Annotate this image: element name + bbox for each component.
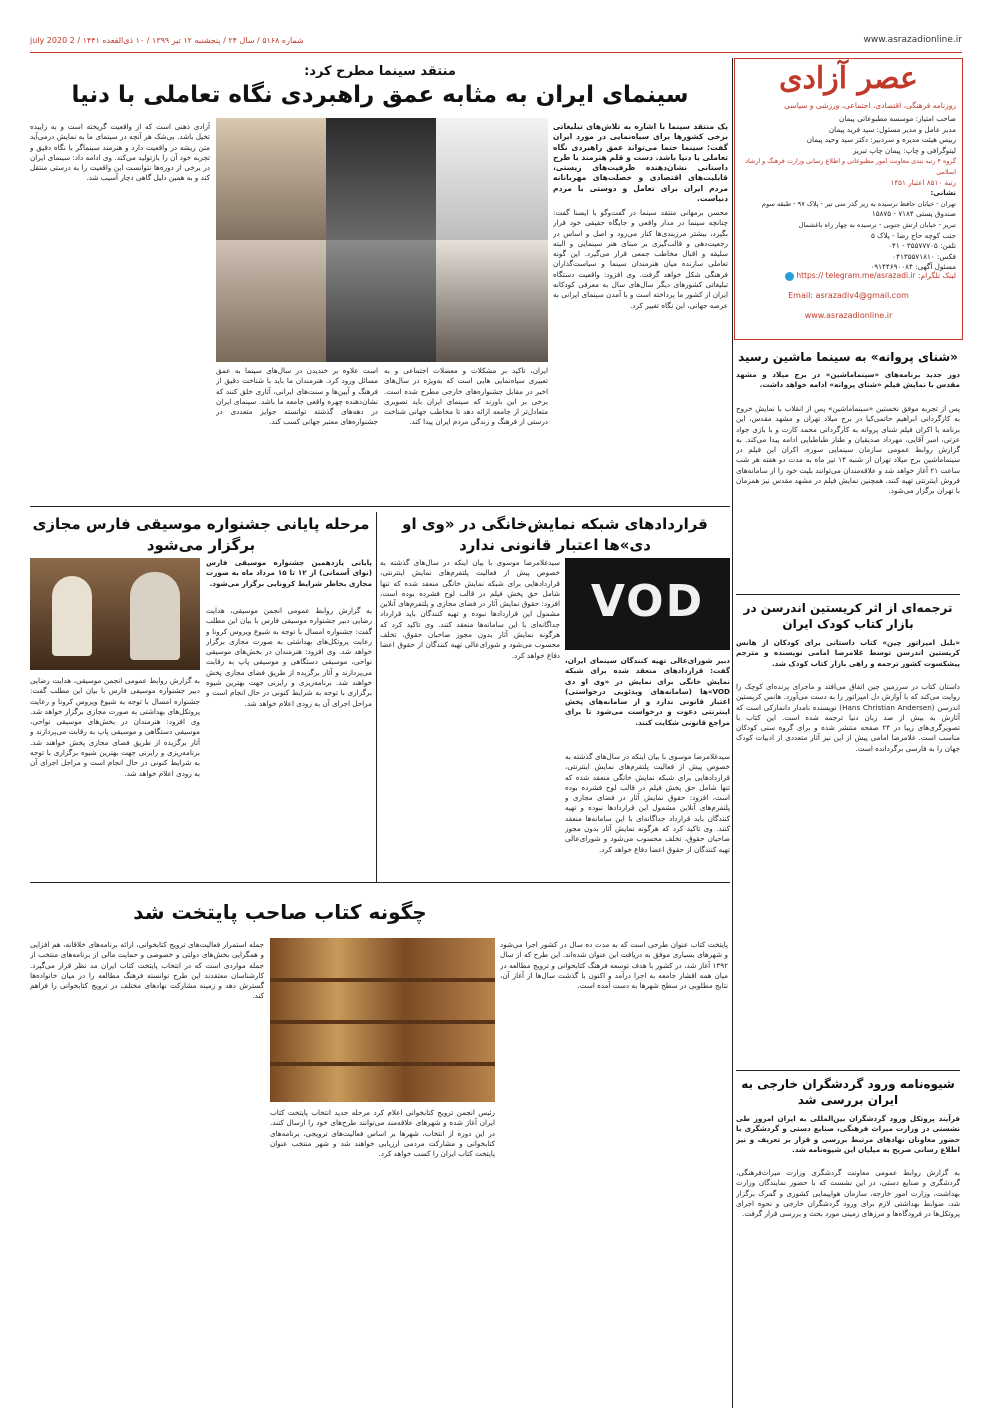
sidebar-story3-title: شیوه‌نامه ورود گردشگران خارجی به ایران بررسی شد xyxy=(741,1077,955,1107)
sidebar-story1-lead: دور جدید برنامه‌های «سینماماشین» در برج میلاد و مشهد مقدس با نمایش فیلم «شنای پروانه» ادامه خواهد داشت. xyxy=(736,370,960,390)
collage-tile xyxy=(436,240,548,362)
shelf-row xyxy=(270,1020,495,1024)
masthead-line: گروه ۴ رتبه بندی معاونت امور مطبوعاتی و اطلاع رسانی وزارت فرهنگ و ارشاد اسلامی xyxy=(745,157,956,176)
telegram-link[interactable] xyxy=(741,271,956,281)
masthead-line: لیتوگرافی و چاپ: پیمان چاپ تبریز xyxy=(852,145,956,155)
collage-tile xyxy=(216,240,326,362)
book-body-col1: پایتخت کتاب عنوان طرحی است که به مدت ده سال در کشور اجرا می‌شود و شهرهای بسیاری موفق به دریافت این عنوان شده‌اند. این طرح که از سال ۱۳۹۲ آغاز شد، در کشور با هدف توسعه فرهنگ کتابخوانی و ترویج مطالعه در میان همه اقشار جامعه به اجرا درآمد و اکنون با گذشت سال‌ها از آغاز آن، نتایج مطلوبی در سطح شهرها به دست آمده است. xyxy=(500,940,728,991)
shelf-row xyxy=(270,978,495,982)
sidebar-story1-title: «شنای پروانه» به سینما ماشین رسید xyxy=(738,350,958,364)
vod-lead: دبیر شورای‌عالی تهیه کنندگان سینمای ایران، گفت: قراردادهای منعقد شده برای شبکه نمایش خانگی برای نمایش در «وی او دی VOD»ها (سامانه‌های ویدئویی درخواستی) اعتبار قانونی ندارد و از سامانه‌های پخش اینترنتی دعوت و درخواست می‌شود تا برای مراجع قانونی شکایت کنند. xyxy=(565,656,730,727)
lead-kicker: منتقد سینما مطرح کرد: xyxy=(304,64,456,79)
vod-photo xyxy=(565,558,730,650)
music-body-cont: به گزارش روابط عمومی انجمن موسیقی، هدایت رضایی دبیر جشنواره موسیقی فارس با بیان این مطلب گفت: جشنواره امسال با توجه به شیوع ویروس کرونا و رعایت پروتکل‌های بهداشتی به صورت مجازی برگزار خواهد شد. وی افزود: هنرمندان در بخش‌های موسیقی نواحی، موسیقی دستگاهی و موسیقی پاپ به رقابت می‌پردازند و آثار برگزیده از طریق فضای مجازی پخش خواهند شد. برنامه‌ریزی و رایزنی جهت بهترین شیوه برگزاری با توجه به شرایط کنونی در حال انجام است و مراحل اجرای آن به زودی اعلام خواهد شد. xyxy=(30,676,200,778)
masthead-line: مسئول آگهی: ۰۹۱۴۴۶۹۰۰۸۴ xyxy=(870,262,956,272)
masthead-line: فکس: ۰۴۱۳۵۵۷۱۸۱۰ xyxy=(892,251,956,261)
vod-logo-text: VOD xyxy=(590,576,705,627)
masthead-line: تلفن: ۳۵۵۷۷۷۰۵ - ۰۴۱ xyxy=(888,241,956,251)
collage-tile xyxy=(216,118,326,240)
site-link[interactable]: www.asrazadionline.ir xyxy=(804,311,893,320)
vod-headline: قراردادهای شبکه نمایش‌خانگی در «وی او دی»ها اعتبار قانونی ندارد xyxy=(402,515,708,554)
book-body-col3: جمله استمرار فعالیت‌های ترویج کتابخوانی، ارائه برنامه‌های خلاقانه، هم افزایی و همگرایی بخش‌های دولتی و خصوصی و حمایت مالی از برنامه‌های منتخب از جمله مواردی است که در انتخاب پایتخت کتاب ایران مد نظر قرار می‌گیرد. کارشناسان معتقدند این طرح توانسته فرهنگ مطالعه را در میان خانواده‌ها گسترش دهد و زمینه مشارکت نهادهای مختلف در ترویج کتابخوانی را فراهم کند. xyxy=(30,940,264,1001)
masthead-line: مدیر عامل و مدیر مسئول: سید فرید پیمان xyxy=(828,124,956,134)
sidebar-story2-title: ترجمه‌ای از اثر کریستین اندرسن در بازار کتاب کودک ایران xyxy=(743,601,953,631)
masthead-line: تهران - خیابان حافظ نرسیده به زیر گذر سی تیر - پلاک ۹۷ - طبقه سوم xyxy=(761,199,956,208)
lead-headline: سینمای ایران به مثابه عمق راهبردی نگاه تعاملی با دنیا xyxy=(71,82,689,108)
lead-intro: یک منتقد سینما با اشاره به تلاش‌های تبلیغاتی برخی کشورها برای سیاه‌نمایی در مورد ایران گفت: سینما حتما می‌تواند عمق راهبردی نگاه تعاملی با دنیا باشد. دست و قلم هنرمند با طرح داستانی نشان‌دهنده ظرفیت‌های زیستی، قابلیت‌های اقتصادی و خصلت‌های مهربانانه مردم ایران برای تعامل و دوستی با مردم دنیاست. xyxy=(553,122,728,204)
bookshelf-photo xyxy=(270,938,495,1102)
music-body: به گزارش روابط عمومی انجمن موسیقی، هدایت رضایی دبیر جشنواره موسیقی فارس با بیان این مطلب گفت: جشنواره امسال با توجه به شیوع ویروس کرونا و رعایت پروتکل‌های بهداشتی به صورت مجازی برگزار خواهد شد. وی افزود: هنرمندان در بخش‌های موسیقی نواحی، موسیقی دستگاهی و موسیقی پاپ به رقابت می‌پردازند و آثار برگزیده از طریق فضای مجازی پخش خواهند شد. برنامه‌ریزی و رایزنی جهت بهترین شیوه برگزاری با توجه به شرایط کنونی در حال انجام است و مراحل اجرای آن به زودی اعلام خواهد شد. xyxy=(206,606,372,708)
performer-figure xyxy=(130,572,180,660)
sidebar-story2-body: داستان کتاب در سرزمین چین اتفاق می‌افتد و ماجرای پرنده‌ای کوچک را روایت می‌کند که با آوازش دل امپراتور را به دست می‌آورد. هانس کریستین اندرسن (Hans Christian Andersen) نویسنده نامدار دانمارکی است که آثارش به بیش از صد زبان دنیا ترجمه شده است. این کتاب با تصویرگری‌های زیبا در ۲۴ صفحه منتشر شده و برای گروه سنی کودکان مناسب است. غلامرضا امامی پیش از این نیز آثار متعددی از ادبیات کودک جهان را به فارسی برگردانده است. xyxy=(736,682,960,753)
festival-collage-photo xyxy=(216,118,548,362)
sidebar-rule xyxy=(736,1070,960,1071)
book-body-col2: رئیس انجمن ترویج کتابخوانی اعلام کرد مرحله جدید انتخاب پایتخت کتاب ایران آغاز شده و شهرهای علاقه‌مند می‌توانند طرح‌های خود را ارسال کنند. در این دوره از انتخاب، شهرها بر اساس فعالیت‌های ترویجی، برنامه‌های کتابخوانی و مشارکت مردمی ارزیابی خواهند شد و شهر منتخب عنوان پایتخت کتاب ایران را کسب خواهد کرد. xyxy=(270,1108,495,1159)
masthead-tagline: روزنامه فرهنگی، اقتصادی، اجتماعی، ورزشی و سیاسی xyxy=(784,101,956,110)
lead-body-col2: آزادی ذهنی است که از واقعیت گریخته است و به زاییده تخیل باشد. بی‌شک هر آنچه در سینمای ما به نمایش درمی‌آید متن ریشه در واقعیت دارد و هنرمند سینماگر با نگاه دقیق و تجربه خود آن را بازتولید می‌کند. وی ادامه داد: سینمای ایران در برخی از دوره‌ها نتوانست این واقعیت را به درستی منتقل کند و به همین دلیل گاهی دچار آسیب شد. xyxy=(30,122,210,183)
masthead-box xyxy=(734,58,963,340)
sidebar-rule xyxy=(736,594,960,595)
folio-date: شماره ۵۱۶۸ / سال ۲۴ / پنجشنبه ۱۲ تیر ۱۳۹۹ / ۱۰ ذی‌القعده ۱۴۴۱ / 2 july 2020 xyxy=(30,36,304,45)
masthead-line: نشانی: xyxy=(930,188,956,198)
book-headline: چگونه کتاب صاحب پایتخت شد xyxy=(133,900,427,924)
masthead-lines xyxy=(741,114,956,273)
shelf-row xyxy=(270,1062,495,1066)
music-lead: پایانی یازدهمین جشنواره موسیقی فارس (نوای آسمانی) از ۱۲ تا ۱۵ مرداد ماه به صورت مجازی بخاطر شرایط کرونایی برگزار می‌شود. xyxy=(206,558,372,588)
music-headline: مرحله پایانی جشنواره موسیقی فارس مجازی برگزار می‌شود xyxy=(32,515,370,554)
masthead-line: رتبه ۸۵۱۰ اعتبار ۱۴۵۱ xyxy=(890,177,956,187)
sidebar-story3-body: به گزارش روابط عمومی معاونت گردشگری وزارت میراث‌فرهنگی، گردشگری و صنایع دستی، در این نشست که با حضور نمایندگان وزارت بهداشت، وزارت امور خارجه، سازمان هواپیمایی کشوری و گمرک برگزار شد، ضوابط بهداشتی لازم برای ورود گردشگران خارجی و نحوه اجرای پروتکل‌ها در فرودگاه‌ها و مرزهای زمینی مورد بحث و بررسی قرار گرفت. xyxy=(736,1168,960,1219)
performer-figure xyxy=(52,576,92,656)
lead-body-col4: است علاوه بر خندیدن در سال‌های سینما به عمق مسائل ورود کرد. هنرمندان ما باید با شناخت دقیق از فرهنگ و آیین‌ها و سنت‌های ایرانی، آثاری خلق کنند که نشان‌دهنده چهره واقعی جامعه ما باشد. سینمای ایران در دهه‌های گذشته توانسته جوایز متعددی در جشنواره‌های معتبر جهانی کسب کند. xyxy=(216,366,378,427)
website-url[interactable]: www.asrazadionline.ir xyxy=(863,35,962,45)
lead-bottom-rule xyxy=(30,506,730,507)
vod-body-cont: سیدغلامرضا موسوی با بیان اینکه در سال‌های گذشته به خصوص پیش از فعالیت پلتفرم‌های نمایش اینترنتی، قراردادهایی برای شبکه نمایش خانگی منعقد شده که تنها شامل حق پخش فیلم در قالب لوح فشرده بوده است، افزود: حقوق نمایش آثار در فضای مجازی و پلتفرم‌های آنلاین مشمول این قراردادها نبوده و تهیه کنندگان باید قرارداد جداگانه‌ای با این سامانه‌ها منعقد کنند. وی تاکید کرد که هرگونه نمایش آثار بدون مجوز صاحبان حقوق، تخلف محسوب می‌شود و شورای‌عالی تهیه کنندگان از حقوق اعضا دفاع خواهد کرد. xyxy=(565,752,730,854)
book-top-rule xyxy=(30,882,730,883)
sidebar-story2-lead: «بلبل امپراتور چین» کتاب داستانی برای کودکان از هانس کریستین اندرسن توسط غلامرضا امامی نویسنده و مترجم پیشکسوت کشور ترجمه و راهی بازار کتاب کودک شد. xyxy=(736,638,960,668)
sidebar-divider xyxy=(732,58,733,1408)
sidebar-story3-lead: فرآیند پروتکل ورود گردشگران بین‌المللی به ایران امروز طی نشستی در وزارت میراث فرهنگی، صنایع دستی و گردشگری با حضور معاونان نهادهای مرتبط بررسی و قرار بر تعریف و نیز اطلاع رسانی صریح به میلیان این شیوه‌نامه شد. xyxy=(736,1114,960,1154)
middle-divider xyxy=(376,512,377,882)
collage-tile xyxy=(326,240,436,362)
masthead-line: صندوق پستی ۷۱۸۴ - ۱۵۸۷۵ xyxy=(871,209,956,219)
music-performers-photo xyxy=(30,558,200,670)
masthead-logo: عصر آزادی xyxy=(779,61,918,96)
sidebar-story1-body: پس از تجربه موفق نخستین «سینماماشین» پس از انقلاب با نمایش خروج به کارگردانی ابراهیم حاتمی‌کیا در برج میلاد تهران و مشهد مقدس، این برنامه با اکران فیلم شنای پروانه به کارگردانی محمد کارت و با بازی جواد عزتی، امیر آقایی، مهرداد صدیقیان و طناز طباطبایی ادامه پیدا می‌کند. به گزارش روابط عمومی سازمان سینمایی سوره، اکران این فیلم در سینماماشین برج میلاد تهران از شنبه ۱۴ تیر ماه به مدت دو هفته هر شب ساعت ۲۱ آغاز خواهد شد و علاقه‌مندان می‌توانند بلیت خود را از سامانه‌های فروش اینترنتی تهیه کنند. همچنین نمایش فیلم در مشهد مقدس نیز همزمان با تهران برگزار می‌شود. xyxy=(736,404,960,496)
vod-body: سیدغلامرضا موسوی با بیان اینکه در سال‌های گذشته به خصوص پیش از فعالیت پلتفرم‌های نمایش اینترنتی، قراردادهایی برای شبکه نمایش خانگی منعقد شده که تنها شامل حق پخش فیلم در قالب لوح فشرده بوده است، افزود: حقوق نمایش آثار در فضای مجازی و پلتفرم‌های آنلاین مشمول این قراردادها نبوده و تهیه کنندگان باید قرارداد جداگانه‌ای با این سامانه‌ها منعقد کنند. وی تاکید کرد که هرگونه نمایش آثار بدون مجوز صاحبان حقوق، تخلف محسوب می‌شود و شورای‌عالی تهیه کنندگان از حقوق اعضا دفاع خواهد کرد. xyxy=(380,558,560,660)
top-rule xyxy=(30,52,962,53)
lead-body-col3: ایران، تاکید بر مشکلات و معضلات اجتماعی و به تعبیری سیاه‌نمایی هایی است که به‌ویژه در سال‌های اخیر در مقابل جشنواره‌های خارجی مطرح شده است. برخی بر این باورند که سینمای ایران باید تصویری متعادل‌تر از جامعه ارائه دهد تا مخاطب جهانی شناخت درستی از فرهنگ و زندگی مردم ایران پیدا کند. xyxy=(384,366,548,427)
masthead-line: صاحب امتیاز: موسسه مطبوعاتی پیمان xyxy=(839,114,956,123)
email-link[interactable]: Email: asrazadiv4@gmail.com xyxy=(788,291,909,300)
lead-body-col1: محسن برمهانی منتقد سینما در گفت‌وگو با ایسنا گفت: چنانچه سینما در مدار واقعی و جایگاه حقیقی خود قرار بگیرد، بیشتر مرزبندی‌ها کنار می‌رود و اصل و اساس در رجعیت‌دهی و قالب‌گیری بر مبنای هنر سینمایی و البته سلیقه و اقبال مخاطب جمعی قرار می‌گیرد. این گونه تعاملی سازنده میان هنرمندان سینما و سیاست‌گذاران فرهنگی شکل خواهد گرفت. وی افزود: واقعیت دستگاه تبلیغاتی کشورهای دیگر سال‌های سال به معرفی کودکانه ایران از کشور ما پرداخته است و با آمدن سینمای ایرانی به عرصه جهانی، این نگاه تغییر کرد. xyxy=(553,208,728,310)
folio-bar xyxy=(30,33,962,51)
telegram-label: لینک تلگرام: https:// telegram.me/asrazadi.ir xyxy=(796,271,956,280)
masthead-line: جنب کوچه حاج رضا - پلاک ۵ xyxy=(870,230,956,240)
masthead-line: رییس هیئت مدیره و سردبیر: دکتر سید وحید پیمان xyxy=(806,135,956,145)
masthead-line: تبریز - خیابان ارتش جنوبی - نرسیده به چهار راه باغشمال xyxy=(798,220,956,229)
collage-tile xyxy=(436,118,548,240)
collage-tile xyxy=(326,118,436,240)
telegram-icon xyxy=(785,272,794,281)
